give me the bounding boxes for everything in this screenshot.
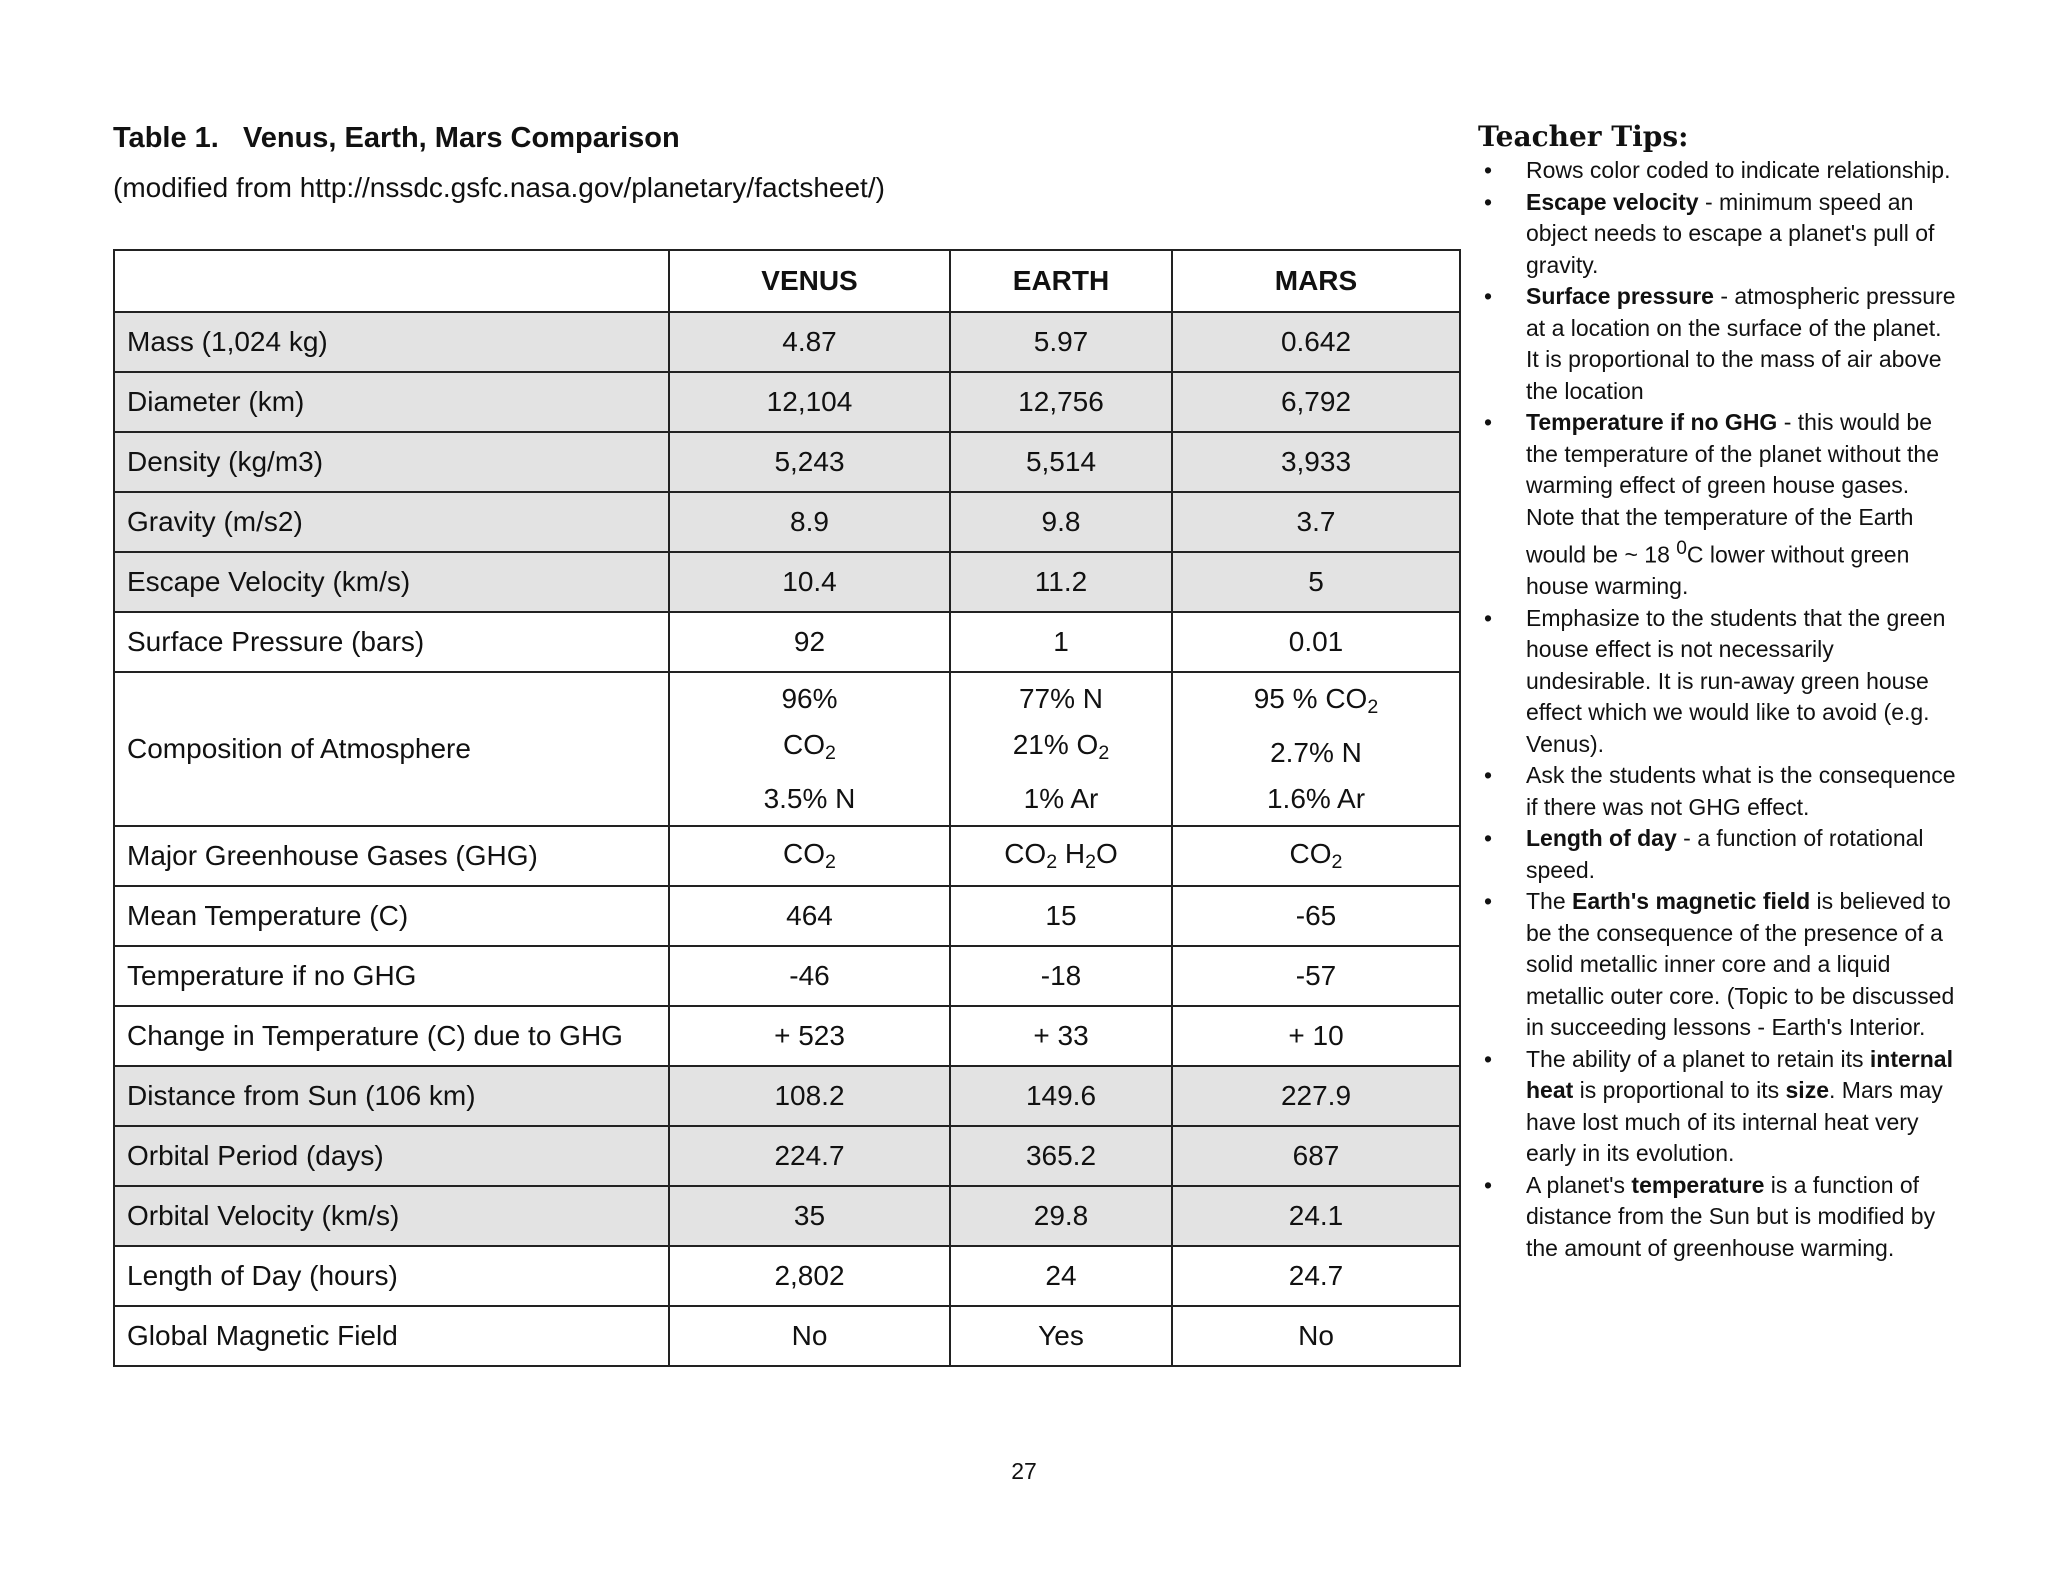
bullet-icon: •	[1483, 604, 1493, 631]
earth-value: -18	[950, 946, 1172, 1006]
earth-value: 365.2	[950, 1126, 1172, 1186]
comparison-table	[113, 249, 1461, 1367]
mars-value: 3.7	[1172, 492, 1460, 552]
mars-value: 6,792	[1172, 372, 1460, 432]
row-label: Distance from Sun (106 km)	[114, 1066, 669, 1126]
list-item: • Temperature if no GHG - this would be the temperature of the planet without the warming effect of green house gases. Note that the temperature of the Earth would be ~ 18 $^0$C lower without green house warming.	[1478, 407, 1956, 603]
header-cell-mars: MARS	[1172, 250, 1460, 312]
venus-value: 92	[669, 612, 950, 672]
row-label: Global Magnetic Field	[114, 1306, 669, 1366]
venus-value: 108.2	[669, 1066, 950, 1126]
earth-value: 24	[950, 1246, 1172, 1306]
venus-value: 4.87	[669, 312, 950, 372]
row-label: Orbital Period (days)	[114, 1126, 669, 1186]
venus-value: 2,802	[669, 1246, 950, 1306]
header-cell-empty	[114, 250, 669, 312]
bullet-icon: •	[1483, 825, 1493, 852]
row-label: Mean Temperature (C)	[114, 886, 669, 946]
mars-value: 24.1	[1172, 1186, 1460, 1246]
mars-value: + 10	[1172, 1006, 1460, 1066]
mars-value: 95 % $CO_2$ 2.7% N 1.6% Ar	[1172, 672, 1460, 826]
list-item: • A planet's temperature is a function of distance from the Sun but is modified by the amount of greenhouse warming.	[1478, 1170, 1956, 1265]
venus-value: 96% $CO_2$ 3.5% N	[669, 672, 950, 826]
table-row	[114, 612, 1460, 672]
bullet-icon: •	[1483, 1045, 1493, 1072]
row-label: Surface Pressure (bars)	[114, 612, 669, 672]
table-row	[114, 312, 1460, 372]
list-item: • Emphasize to the students that the green house effect is not necessarily undesirable. It is run-away green house effect which we would like to avoid (e.g. Venus).	[1478, 603, 1956, 761]
bullet-icon: •	[1483, 188, 1493, 215]
bullet-icon: •	[1483, 409, 1493, 435]
venus-value: 5,243	[669, 432, 950, 492]
earth-value: $CO_2$ $H_2O$	[950, 826, 1172, 886]
page-number: 27	[1011, 1458, 1037, 1484]
venus-value: 35	[669, 1186, 950, 1246]
table-title: Table 1. Venus, Earth, Mars Comparison	[113, 122, 680, 154]
row-label: Major Greenhouse Gases (GHG)	[114, 826, 669, 886]
venus-value: 224.7	[669, 1126, 950, 1186]
table-row	[114, 1306, 1460, 1366]
mars-value: 687	[1172, 1126, 1460, 1186]
bullet-icon: •	[1483, 157, 1493, 183]
venus-value: + 523	[669, 1006, 950, 1066]
earth-value: 77% N 21% $O_2$ 1% Ar	[950, 672, 1172, 826]
row-label: Temperature if no GHG	[114, 946, 669, 1006]
venus-value: 10.4	[669, 552, 950, 612]
mars-value: -65	[1172, 886, 1460, 946]
table-row	[114, 826, 1460, 886]
mars-value: 5	[1172, 552, 1460, 612]
mars-value: 24.7	[1172, 1246, 1460, 1306]
bullet-icon: •	[1483, 283, 1493, 309]
table-row	[114, 1066, 1460, 1126]
list-item: • Ask the students what is the consequence if there was not GHG effect.	[1478, 760, 1956, 823]
venus-value: $CO_2$	[669, 826, 950, 886]
earth-value: 15	[950, 886, 1172, 946]
mars-value: 227.9	[1172, 1066, 1460, 1126]
row-label: Mass (1,024 kg)	[114, 312, 669, 372]
row-label: Escape Velocity (km/s)	[114, 552, 669, 612]
row-label: Diameter (km)	[114, 372, 669, 432]
table-row	[114, 372, 1460, 432]
teacher-tips-title: Teacher Tips:	[1478, 120, 1689, 153]
table-row	[114, 1186, 1460, 1246]
list-item: • Rows color coded to indicate relationship.	[1478, 155, 1956, 187]
earth-value: 29.8	[950, 1186, 1172, 1246]
list-item: • Escape velocity - minimum speed an object needs to escape a planet's pull of gravity.	[1478, 187, 1956, 282]
earth-value: 5,514	[950, 432, 1172, 492]
table-row	[114, 886, 1460, 946]
earth-value: 5.97	[950, 312, 1172, 372]
bullet-icon: •	[1483, 888, 1493, 915]
table-row	[114, 1126, 1460, 1186]
venus-value: -46	[669, 946, 950, 1006]
earth-value: 11.2	[950, 552, 1172, 612]
venus-value: 8.9	[669, 492, 950, 552]
mars-value: 0.01	[1172, 612, 1460, 672]
row-label: Density (kg/m3)	[114, 432, 669, 492]
earth-value: 9.8	[950, 492, 1172, 552]
row-label: Length of Day (hours)	[114, 1246, 669, 1306]
mars-value: 0.642	[1172, 312, 1460, 372]
table-header-row	[114, 250, 1460, 312]
table-row	[114, 672, 1460, 826]
row-label: Gravity (m/s2)	[114, 492, 669, 552]
earth-value: 1	[950, 612, 1172, 672]
list-item: • Length of day - a function of rotational speed.	[1478, 823, 1956, 886]
table-row	[114, 946, 1460, 1006]
earth-value: 12,756	[950, 372, 1172, 432]
bullet-icon: •	[1483, 762, 1493, 789]
source-note: (modified from http://nssdc.gsfc.nasa.gov/planetary/factsheet/)	[113, 172, 885, 203]
header-cell-venus: VENUS	[669, 250, 950, 312]
venus-value: 12,104	[669, 372, 950, 432]
row-label: Composition of Atmosphere	[114, 672, 669, 826]
list-item: • Surface pressure - atmospheric pressure at a location on the surface of the planet. It is proportional to the mass of air above the location	[1478, 281, 1956, 407]
table-row	[114, 1246, 1460, 1306]
mars-value: No	[1172, 1306, 1460, 1366]
header-cell-earth: EARTH	[950, 250, 1172, 312]
earth-value: 149.6	[950, 1066, 1172, 1126]
mars-value: $CO_2$	[1172, 826, 1460, 886]
venus-value: No	[669, 1306, 950, 1366]
table-row	[114, 432, 1460, 492]
row-label: Change in Temperature (C) due to GHG	[114, 1006, 669, 1066]
row-label: Orbital Velocity (km/s)	[114, 1186, 669, 1246]
venus-value: 464	[669, 886, 950, 946]
mars-value: -57	[1172, 946, 1460, 1006]
list-item: • The Earth's magnetic field is believed to be the consequence of the presence of a solid metallic inner core and a liquid metallic outer core. (Topic to be discussed in succeeding lessons - Earth's Interior.	[1478, 886, 1956, 1044]
bullet-icon: •	[1483, 1171, 1493, 1198]
mars-value: 3,933	[1172, 432, 1460, 492]
table-row	[114, 1006, 1460, 1066]
table-row	[114, 492, 1460, 552]
table-row	[114, 552, 1460, 612]
earth-value: + 33	[950, 1006, 1172, 1066]
teacher-tips-list	[1478, 155, 1956, 1264]
earth-value: Yes	[950, 1306, 1172, 1366]
list-item: • The ability of a planet to retain its internal heat is proportional to its size. Mars may have lost much of its internal heat very early in its evolution.	[1478, 1044, 1956, 1170]
